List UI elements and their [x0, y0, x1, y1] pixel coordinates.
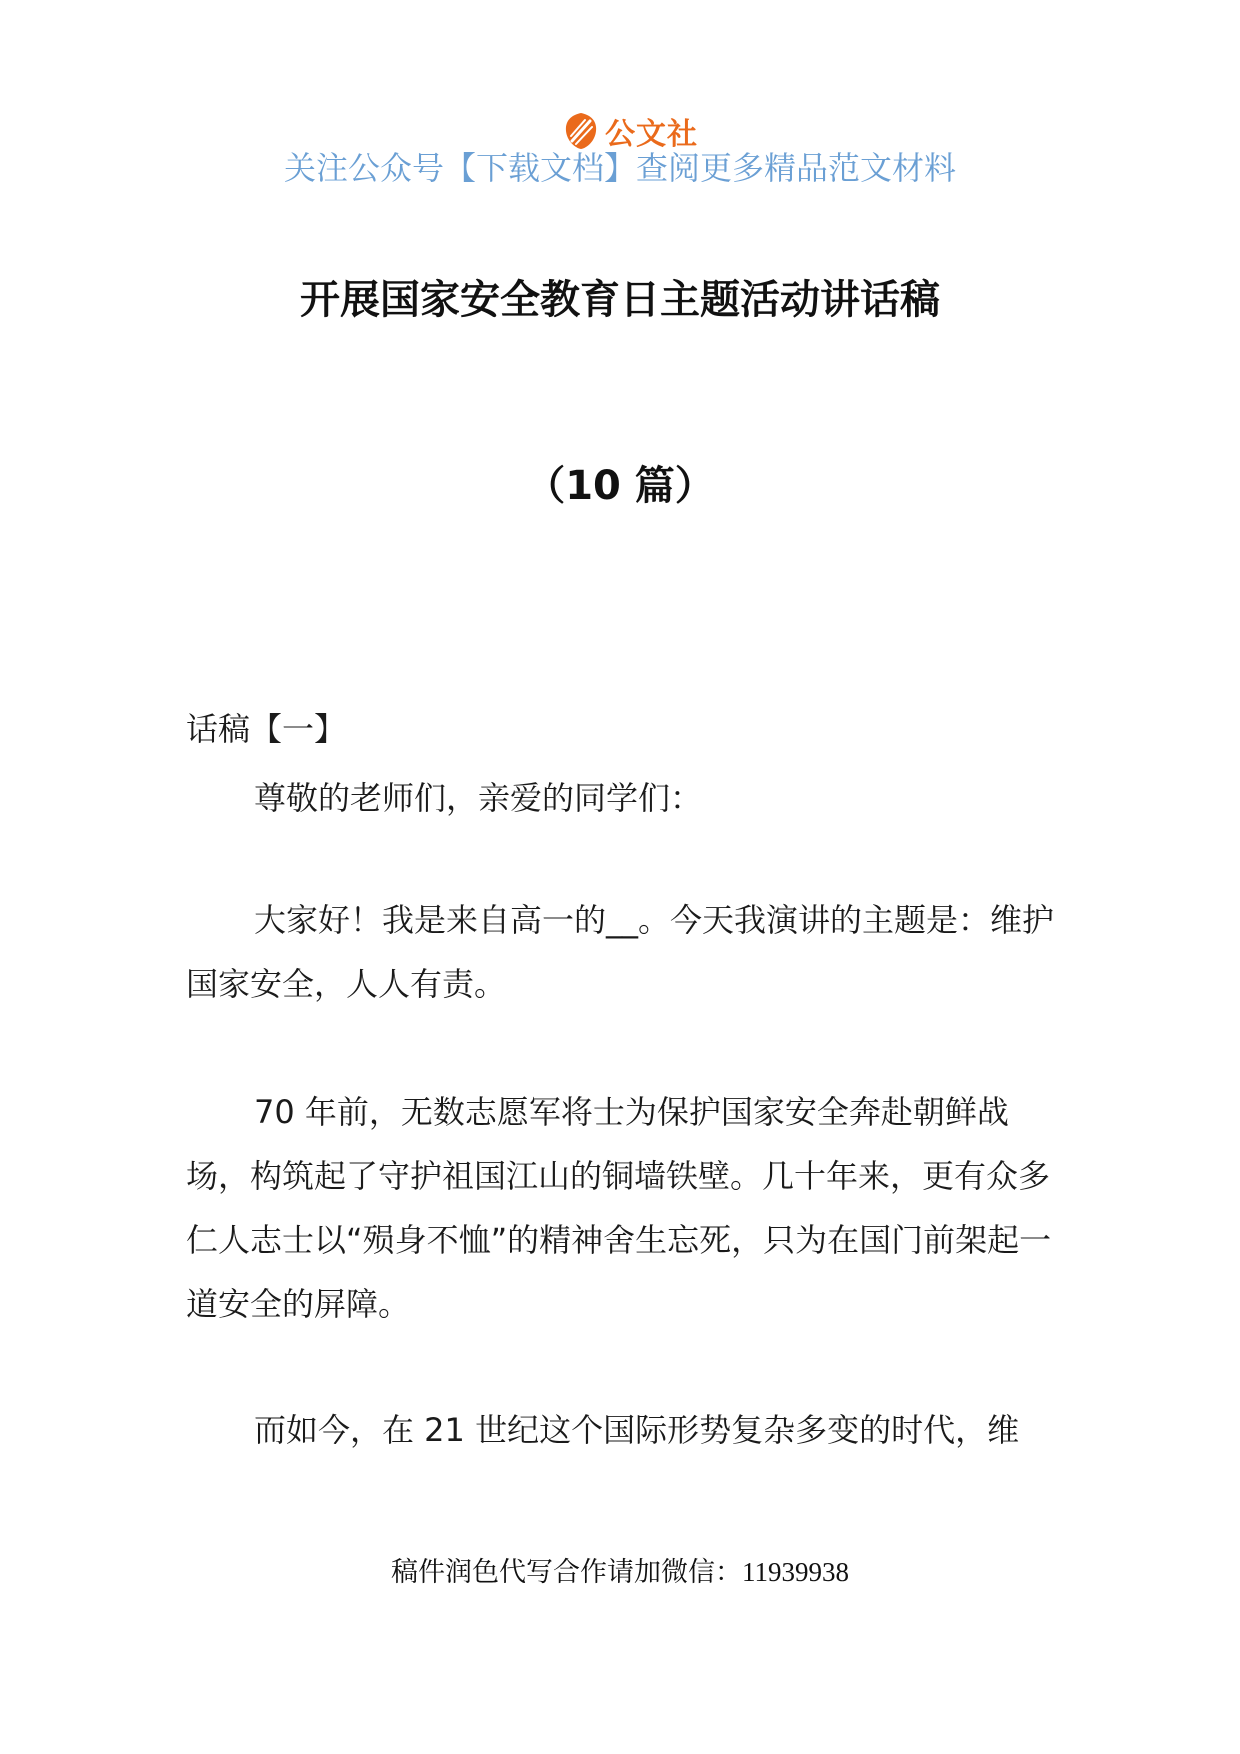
footer-label: 稿件润色代写合作请加微信： [391, 1557, 742, 1588]
paragraph-history: 70 年前，无数志愿军将士为保护国家安全奔赴朝鲜战场，构筑起了守护祖国江山的铜墙铁壁。几十年来，更有众多仁人志士以“殒身不恤”的精神舍生忘死，只为在国门前架起一道安全的屏障。 [186, 1093, 1052, 1323]
paragraph-greeting: 尊敬的老师们，亲爱的同学们： [254, 779, 703, 817]
section-heading: 话稿【一】 [186, 710, 347, 748]
document-title: 开展国家安全教育日主题活动讲话稿 [300, 277, 940, 323]
paragraph-intro: 大家好！我是来自高一的__。今天我演讲的主题是：维护国家安全，人人有责。 [186, 901, 1055, 1003]
promo-banner: 关注公众号【下载文档】查阅更多精品范文材料 [283, 149, 956, 187]
document-subtitle: （10 篇） [525, 463, 715, 509]
footer-contact [0, 1550, 1240, 1589]
paragraph-present: 而如今，在 21 世纪这个国际形势复杂多变的时代，维 [254, 1411, 1020, 1449]
logo-text: 公文社 [605, 117, 698, 152]
footer-wechat-id: 11939938 [742, 1557, 849, 1587]
